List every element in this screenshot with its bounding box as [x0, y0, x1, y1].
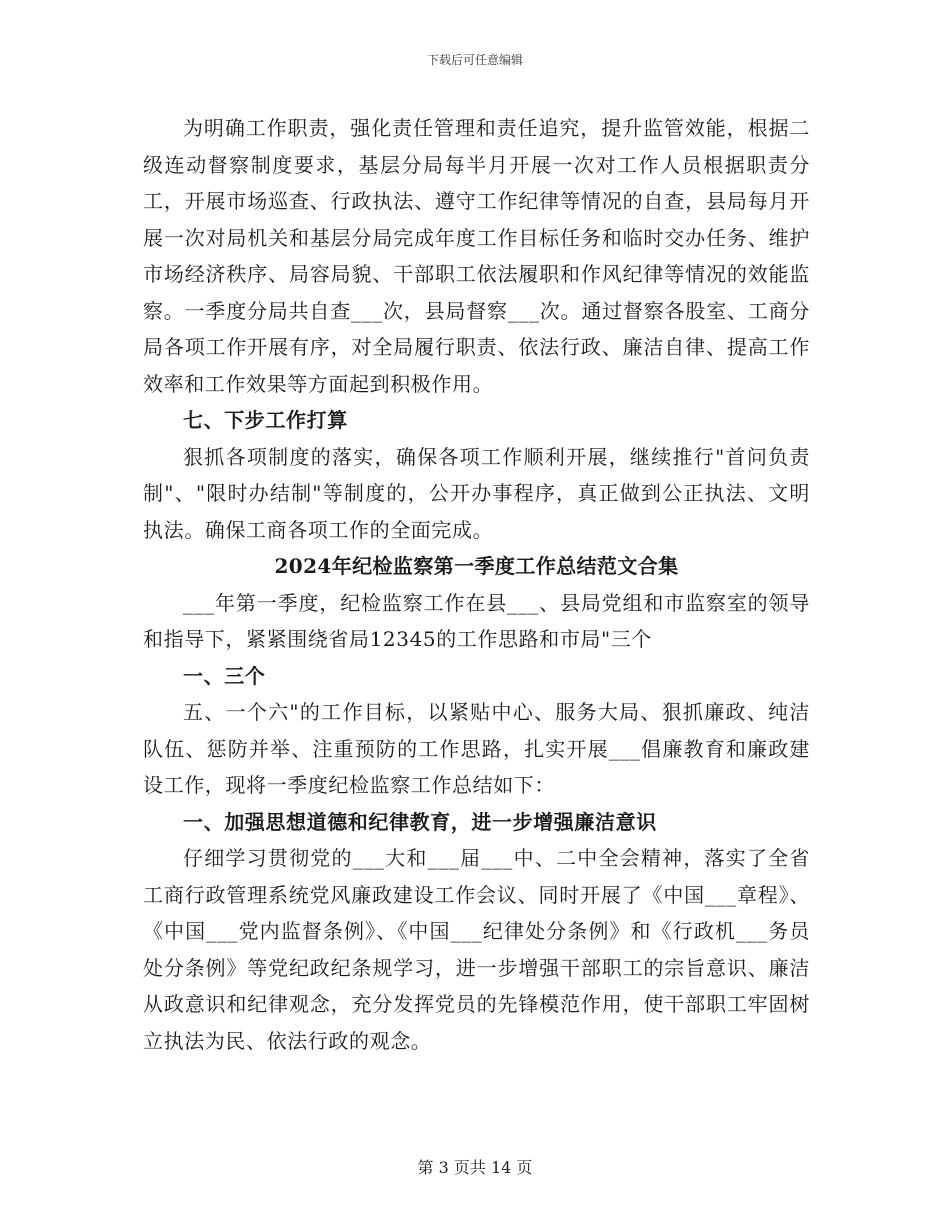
section-heading-next-steps: 七、下步工作打算	[183, 408, 348, 432]
paragraph-supervision: 为明确工作职责，强化责任管理和责任追究，提升监管效能，根据二级连动督察制度要求，基层分局每半月开展一次对工作人员根据职责分工，开展市场巡查、行政执法、遵守工作纪律等情况的自查，县局每月开展一次对局机关和基层分局完成年度工作目标任务和临时交办任务、维护市场经济秩序、局容局貌、干部职工依法履职和作风纪律等情况的效能监察。一季度分局共自查___次，县局督察___次。通过督察各股室、工商分局各项工作开展有序，对全局履行职责、依法行政、廉洁自律、提高工作效率和工作效果等方面起到积极作用。	[143, 116, 810, 396]
section-heading-ethics-education: 一、加强思想道德和纪律教育，进一步增强廉洁意识	[183, 809, 657, 834]
section-heading-three: 一、三个	[183, 663, 266, 688]
document-body	[143, 110, 810, 1059]
page-header: 下载后可任意编辑	[426, 53, 523, 67]
paragraph-goals: 五、一个六"的工作目标，以紧贴中心、服务大局、狠抓廉政、纯洁队伍、惩防并举、注重预防的工作思路，扎实开展___倡廉教育和廉政建设工作，现将一季度纪检监察工作总结如下：	[143, 700, 810, 797]
paragraph-next-steps: 狠抓各项制度的落实，确保各项工作顺利开展，继续推行"首问负责制"、"限时办结制"等制度的，公开办事程序，真正做到公正执法、文明执法。确保工商各项工作的全面完成。	[143, 444, 810, 542]
page-number: 第 3 页共 14 页	[417, 1158, 533, 1177]
paragraph-ethics-education: 仔细学习贯彻党的___大和___届___中、二中全会精神，落实了全省工商行政管理系统党风廉政建设工作会议、同时开展了《中国___章程》、《中国___党内监督条例》、《中国___纪律处分条例》和《行政机___务员处分条例》等党纪政纪条规学习，进一步增强干部职工的宗旨意识、廉洁从政意识和纪律观念，充分发挥党员的先锋模范作用，使干部职工牢固树立执法为民、依法行政的观念。	[143, 846, 810, 1053]
document-title: 2024年纪检监察第一季度工作总结范文合集	[274, 554, 679, 578]
paragraph-intro: ___年第一季度，纪检监察工作在县___、县局党组和市监察室的领导和指导下，紧紧围绕省局12345的工作思路和市局"三个	[143, 590, 810, 651]
